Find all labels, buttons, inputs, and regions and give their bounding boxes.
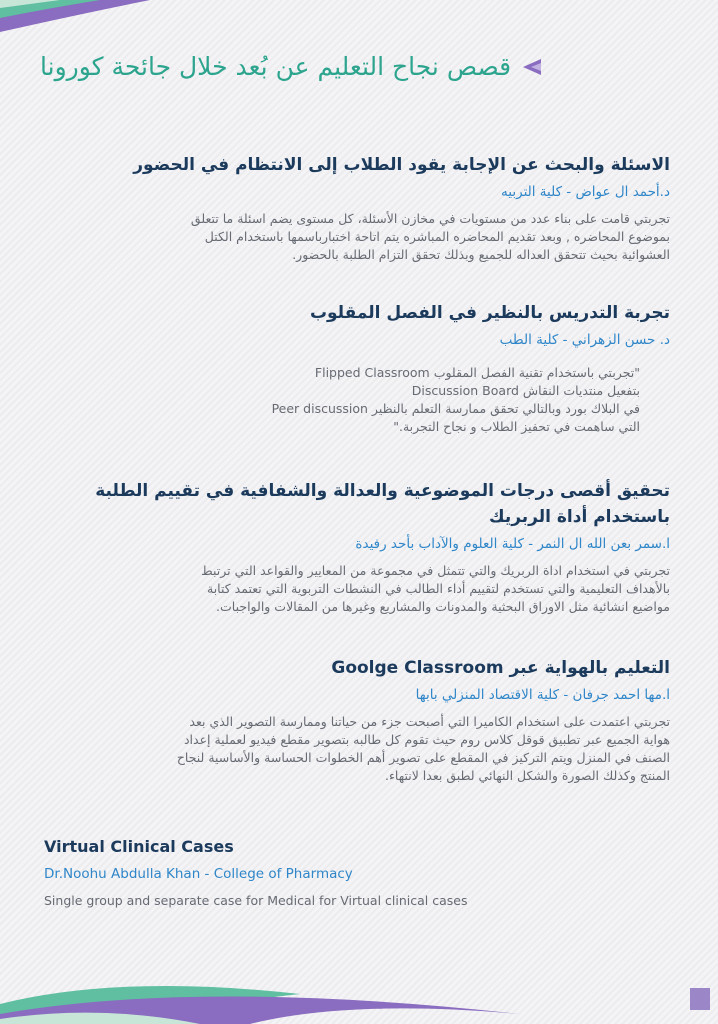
story-body (44, 562, 670, 616)
story-section-2 (44, 300, 670, 436)
story-title: Virtual Clinical Cases (44, 837, 234, 856)
body-line: تجربتي قامت على بناء عدد من مستويات في مخازن الأسئلة، كل مستوى يضم اسئلة ما تتعلق (190, 211, 670, 226)
story-body (44, 210, 670, 264)
corner-decoration-bottom (0, 964, 718, 1024)
body-line: Single group and separate case for Medical for Virtual clinical cases (44, 893, 468, 908)
page-number-tab (690, 988, 710, 1010)
triangle-arrow-icon (521, 56, 543, 78)
story-author: ا.سمر بعن الله ال النمر - كلية العلوم والآداب بأحد رفيدة (355, 536, 670, 552)
body-line: بتفعيل منتديات النقاش Discussion Board (411, 383, 640, 398)
story-author: د. حسن الزهراني - كلية الطب (499, 332, 670, 348)
story-body (44, 713, 670, 785)
story-title: تحقيق أقصى درجات الموضوعية والعدالة والشفافية في تقييم الطلبة باستخدام أداة الربريك (95, 481, 670, 527)
story-author: ا.مها احمد جرفان - كلية الاقتصاد المنزلي بابها (415, 687, 670, 703)
story-section-5 (44, 834, 670, 910)
story-section-4 (44, 655, 670, 785)
story-title: الاسئلة والبحث عن الإجابة يقود الطلاب إلى الانتظام في الحضور (133, 155, 670, 175)
story-body (44, 892, 670, 910)
story-section-1 (44, 152, 670, 264)
body-line: الصنف في المنزل ويتم التركيز في المقطع على تصوير أهم الخطوات الحساسة والأساسية لنجاح (176, 750, 670, 765)
page-header (40, 52, 670, 81)
body-line: هواية الجميع عبر تطبيق قوقل كلاس روم حيث تقوم كل طالبه بتصوير مقطع فيديو لعملية إعداد (183, 732, 670, 747)
body-line: مواضيع انشائية مثل الاوراق البحثية والمدونات والمشاريع وغيرها من المقالات والواجبات. (216, 599, 670, 614)
body-line: في البلاك بورد وبالتالي تحقق ممارسة التعلم بالنظير Peer discussion (271, 401, 640, 416)
story-author: Dr.Noohu Abdulla Khan - College of Pharmacy (44, 866, 353, 882)
body-line: بالأهداف التعليمية والتي تستخدم لتقييم أداء الطالب في النشطات التربوية التي تعتمد كتابة (207, 581, 670, 596)
page-title: قصص نجاح التعليم عن بُعد خلال جائحة كورونا (40, 52, 512, 81)
body-line: التي ساهمت في تحفيز الطلاب و نجاح التجربة." (393, 419, 640, 434)
body-line: بموضوع المحاضره , وبعد تقديم المحاضره المباشره يتم اتاحة اختبارباسمها باستخدام الكتل (204, 229, 670, 244)
story-title: تجربة التدريس بالنظير في الفصل المقلوب (309, 303, 670, 323)
body-line: المنتج وكذلك الصورة والشكل النهائي لطبق بعدا لانتهاء. (385, 768, 670, 783)
story-title: التعليم بالهواية عبر Goolge Classroom (331, 658, 670, 678)
story-author: د.أحمد ال عواض - كلية التربيه (501, 184, 670, 200)
body-line: تجربتي في استخدام اداة الربريك والتي تتمثل في مجموعة من المعايير والقواعد التي ترتبط (201, 563, 670, 578)
story-body (44, 364, 670, 436)
story-section-3 (44, 478, 670, 616)
body-line: "تجربتي باستخدام تقنية الفصل المقلوب Flipped Classroom (314, 365, 640, 380)
body-line: العشوائية بحيث تتحقق العداله للجميع وبذلك تحقق التزام الطلبة بالحضور. (292, 247, 670, 262)
body-line: تجربتي اعتمدت على استخدام الكاميرا التي أصبحت جزء من حياتنا وممارسة التصوير الذي بعد (189, 714, 670, 729)
corner-decoration-top (0, 0, 200, 40)
